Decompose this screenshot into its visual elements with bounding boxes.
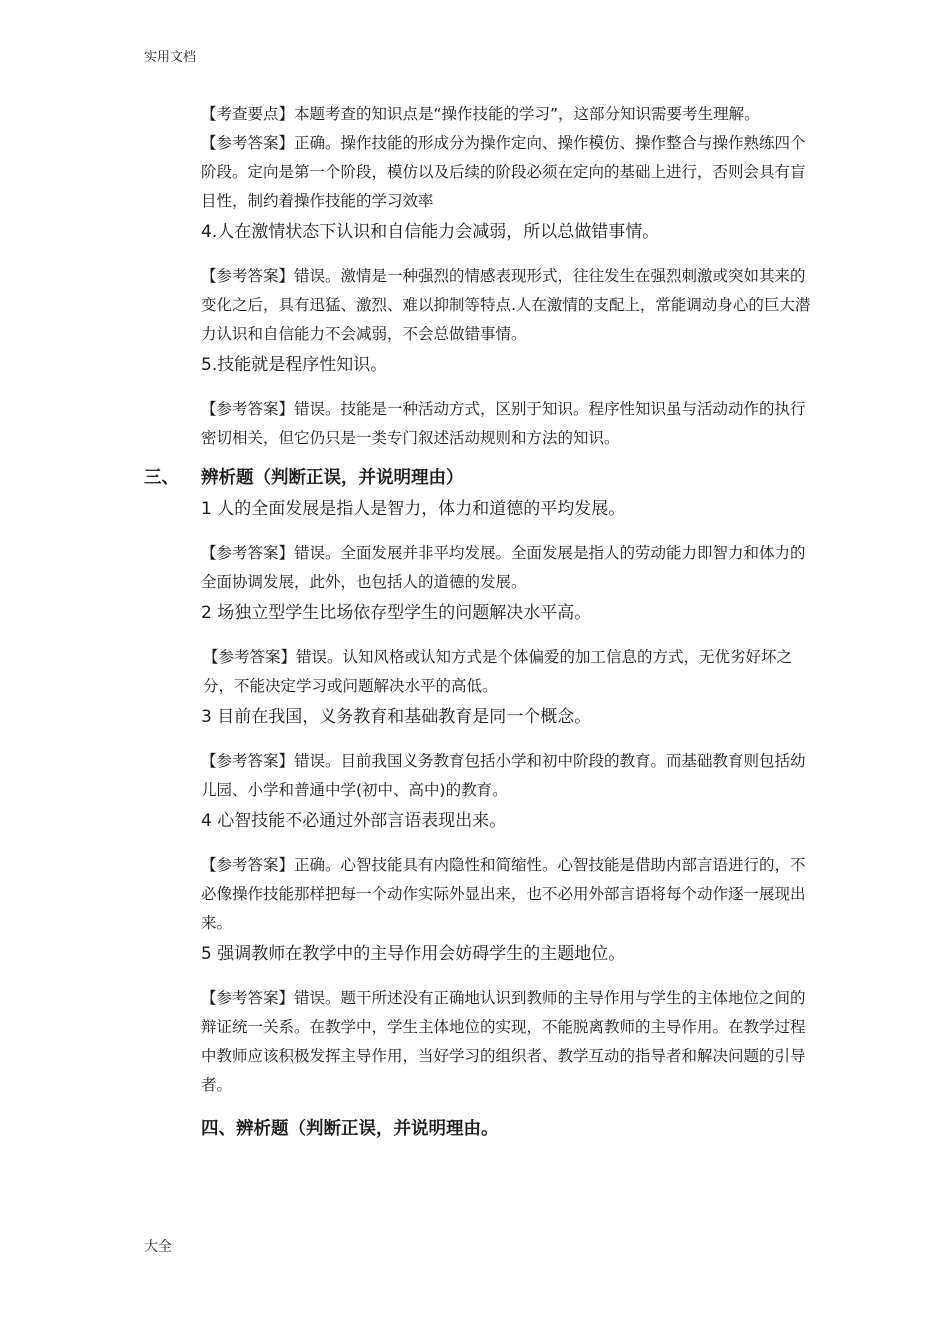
section-heading-4: 四、辨析题（判断正误，并说明理由。 — [201, 1119, 499, 1139]
question-item: 2 场独立型学生比场依存型学生的问题解决水平高。 — [201, 603, 592, 623]
section-title: 辨析题（判断正误，并说明理由） — [201, 468, 464, 488]
page-header: 实用文档 — [144, 50, 197, 65]
question-item: 1 人的全面发展是指人是智力，体力和道德的平均发展。 — [201, 499, 626, 519]
question-item: 3 目前在我国，义务教育和基础教育是同一个概念。 — [201, 707, 592, 727]
question-item: 4.人在激情状态下认识和自信能力会减弱，所以总做错事情。 — [201, 222, 660, 242]
page-footer: 大全 — [144, 1239, 172, 1255]
answer-paragraph: 【参考答案】错误。目前我国义务教育包括小学和初中阶段的教育。而基础教育则包括幼儿园、小学和普通中学(初中、高中)的教育。 — [201, 752, 806, 799]
answer-paragraph: 【参考答案】错误。认知风格或认知方式是个体偏爱的加工信息的方式，无优劣好坏之分，不能决定学习或问题解决水平的高低。 — [203, 648, 793, 695]
answer-paragraph: 【参考答案】错误。全面发展并非平均发展。全面发展是指人的劳动能力即智力和体力的全面协调发展，此外，也包括人的道德的发展。 — [201, 544, 806, 591]
answer-paragraph: 【参考答案】错误。题干所述没有正确地认识到教师的主导作用与学生的主体地位之间的辩证统一关系。在教学中，学生主体地位的实现，不能脱离教师的主导作用。在教学过程中教师应该积极发挥主导作用，当好学习的组织者、教学互动的指导者和解决问题的引导者。 — [201, 989, 806, 1094]
exam-point-paragraph: 【考查要点】本题考查的知识点是“操作技能的学习”，这部分知识需要考生理解。 — [201, 105, 760, 123]
answer-paragraph: 【参考答案】正确。操作技能的形成分为操作定向、操作模仿、操作整合与操作熟练四个阶段。定向是第一个阶段，模仿以及后续的阶段必须在定向的基础上进行，否则会具有盲目性，制约着操作技能的学习效率 — [201, 134, 806, 210]
document-body — [144, 100, 813, 1144]
answer-paragraph: 【参考答案】错误。激情是一种强烈的情感表现形式，往往发生在强烈刺激或突如其来的变化之后，具有迅猛、激烈、难以抑制等特点.人在激情的支配上，常能调动身心的巨大潜力认识和自信能力不会减弱，不会总做错事情。 — [201, 267, 811, 343]
answer-paragraph: 【参考答案】错误。技能是一种活动方式，区别于知识。程序性知识虽与活动动作的执行密切相关，但它仍只是一类专门叙述活动规则和方法的知识。 — [201, 400, 806, 447]
question-item: 5 强调教师在教学中的主导作用会妨碍学生的主题地位。 — [201, 944, 626, 964]
question-item: 5.技能就是程序性知识。 — [201, 355, 388, 375]
question-item: 4 心智技能不必通过外部言语表现出来。 — [201, 811, 507, 831]
answer-paragraph: 【参考答案】正确。心智技能具有内隐性和简缩性。心智技能是借助内部言语进行的，不必像操作技能那样把每一个动作实际外显出来，也不必用外部言语将每个动作逐一展现出来。 — [201, 856, 806, 932]
section-number: 三、 — [144, 468, 179, 488]
section-heading-3 — [144, 463, 813, 493]
